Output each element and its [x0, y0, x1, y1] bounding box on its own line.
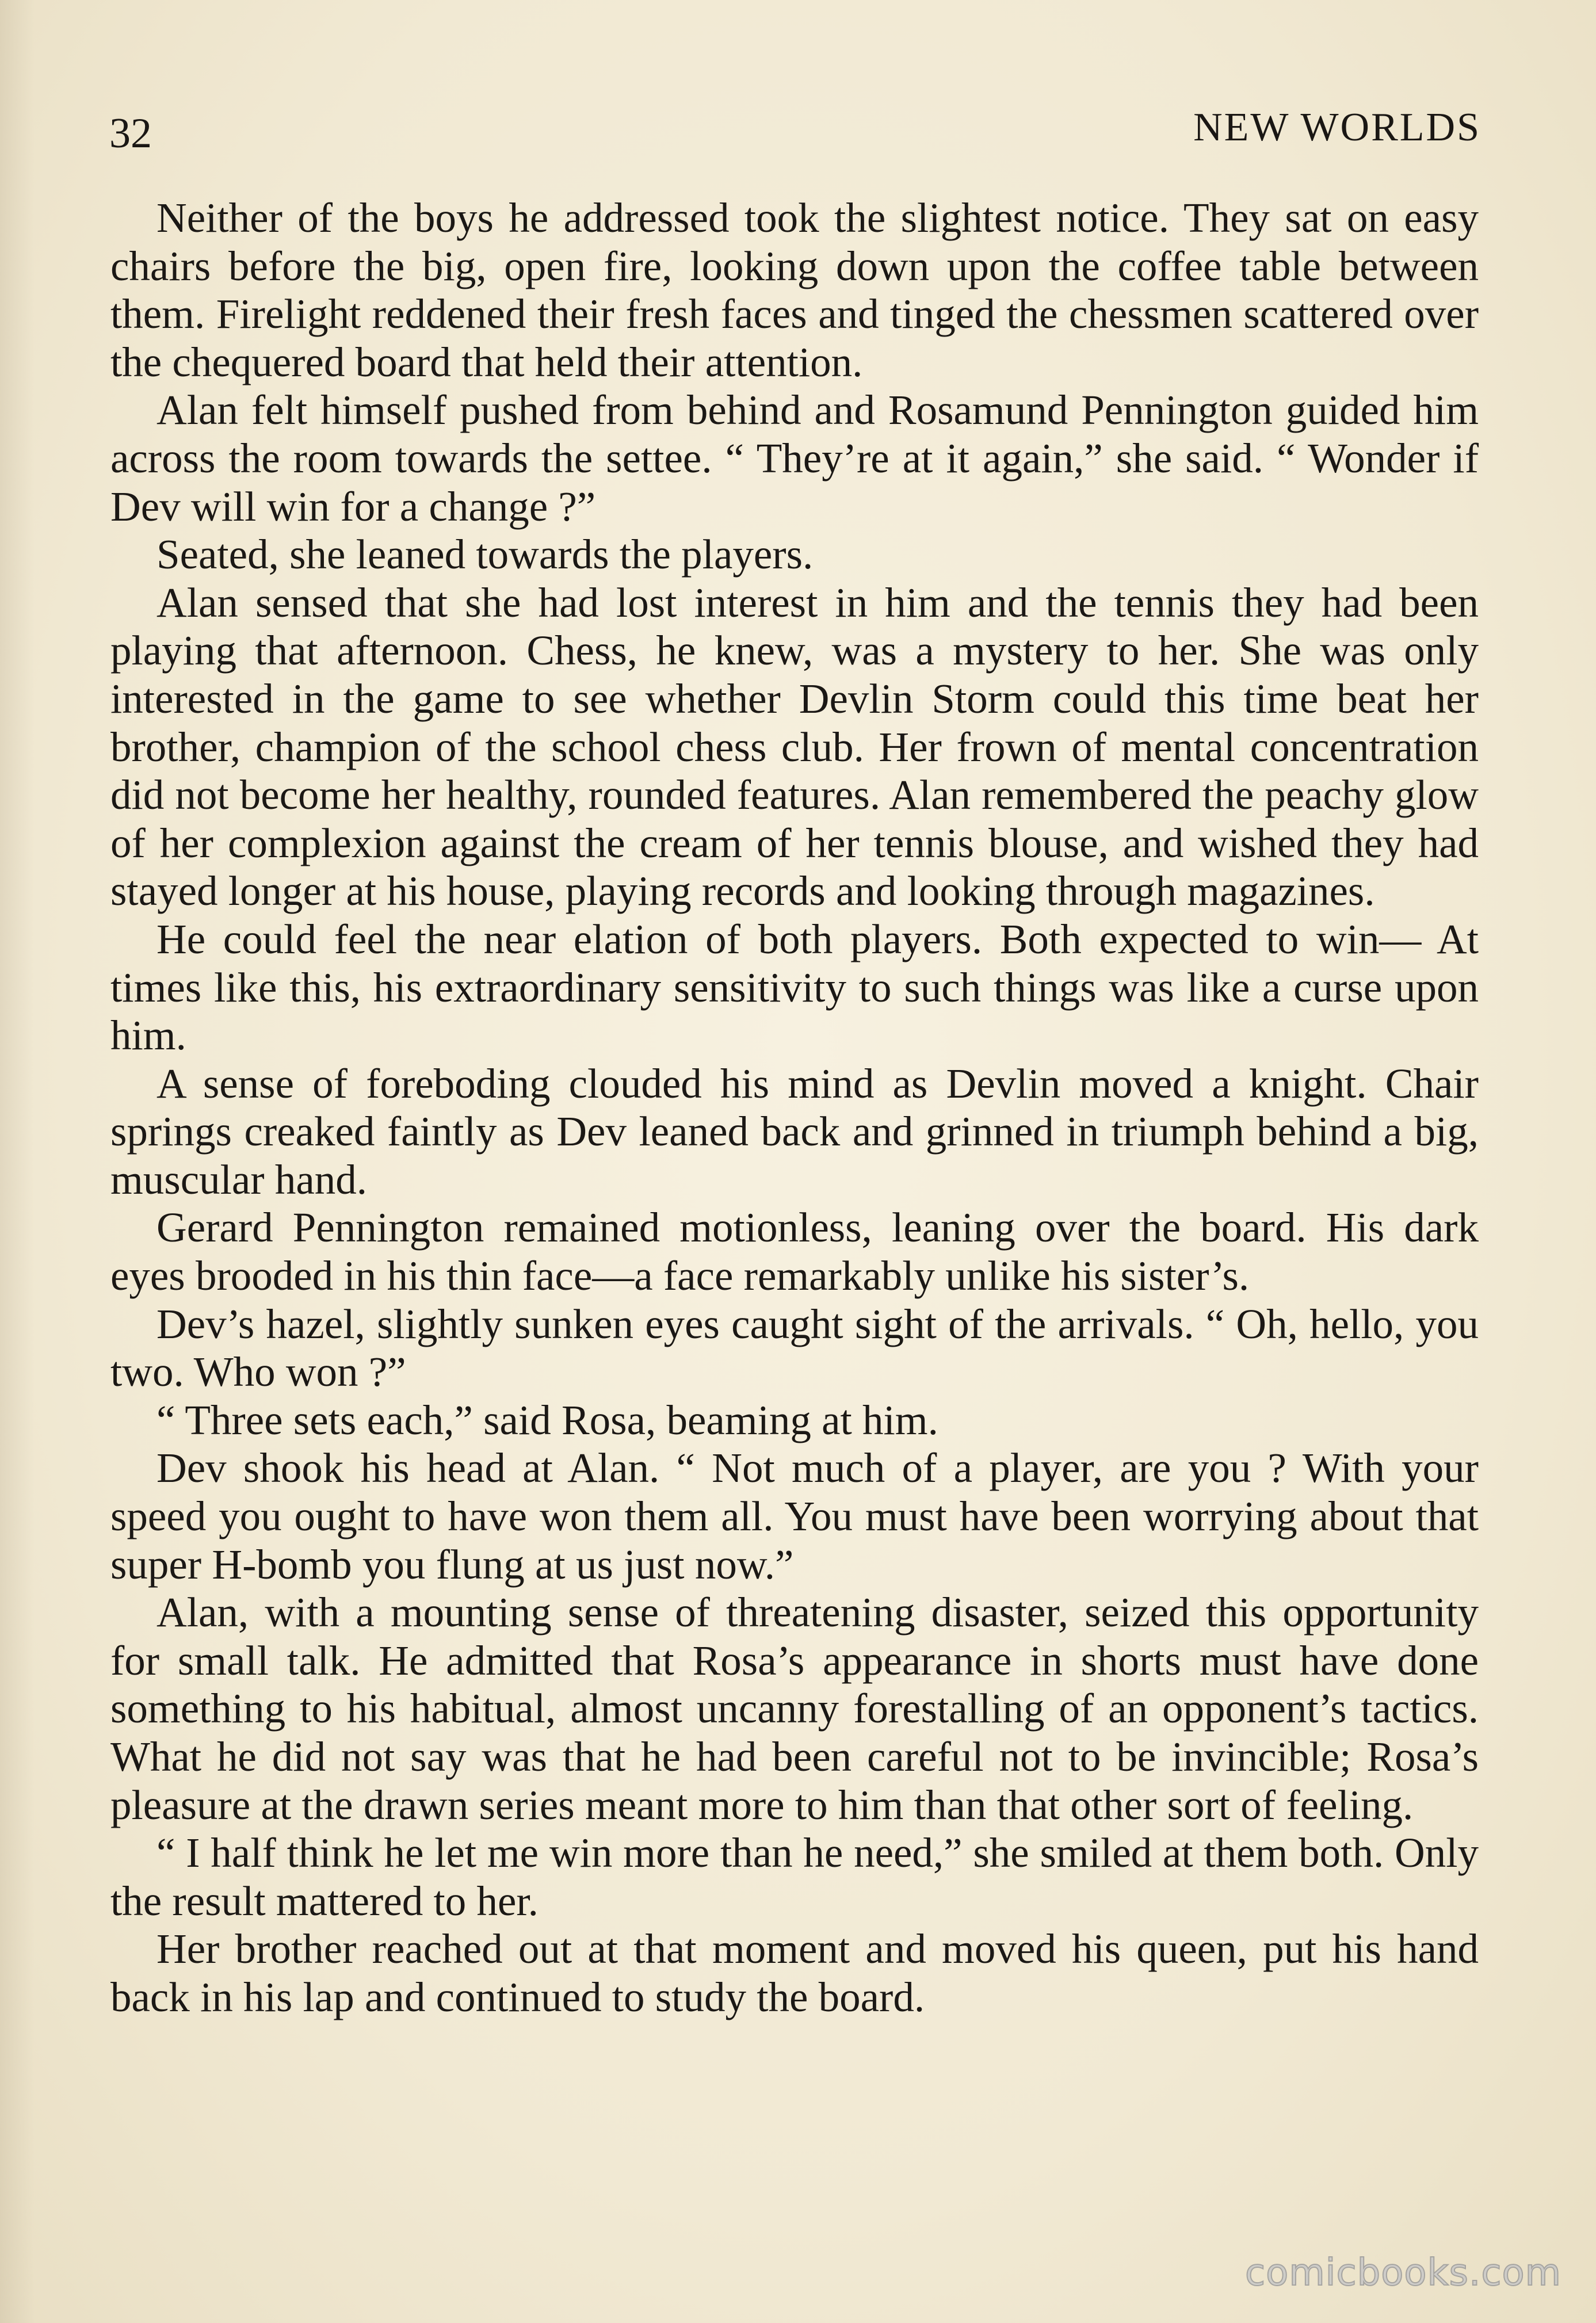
- paragraph: “ Three sets each,” said Rosa, beaming at him.: [156, 1396, 938, 1443]
- paragraph: Gerard Pennington remained motionless, leaning over the board. His dark eyes brooded in his thin face—a face remarkably unlike his sister’s.: [110, 1204, 1479, 1300]
- paragraph: Seated, she leaned towards the players.: [156, 531, 814, 578]
- paragraph: He could feel the near elation of both players. Both expected to win— At times like this, his extraordinary sensitivity to such things was like a curse upon him.: [110, 915, 1479, 1059]
- page-header: [109, 98, 1481, 167]
- watermark: comicbooks.com: [1244, 2252, 1561, 2294]
- paragraph: Alan felt himself pushed from behind and Rosamund Pennington guided him across the room towards the settee. “ They’re at it again,” she said. “ Wonder if Dev will win for a change ?”: [110, 387, 1479, 530]
- page-number: 32: [109, 110, 152, 157]
- paragraph: Her brother reached out at that moment and moved his queen, put his hand back in his lap and continued to study the board.: [110, 1925, 1479, 2020]
- paragraph: Neither of the boys he addressed took the slightest notice. They sat on easy chairs before the big, open fire, looking down upon the coffee table between them. Firelight reddened their fresh faces and tinged the chessmen scattered over the chequered board that held their attention.: [110, 194, 1479, 385]
- paragraph: Alan sensed that she had lost interest in him and the tennis they had been playing that afternoon. Chess, he knew, was a mystery to her. She was only interested in the game to see whether Devlin Storm could this time beat her brother, champion of the school chess club. Her frown of mental concentration did not become her healthy, rounded features. Alan remembered the peachy glow of her complexion against the cream of her tennis blouse, and wished they had stayed longer at his house, playing records and looking through magazines.: [110, 579, 1479, 915]
- paragraph: Dev shook his head at Alan. “ Not much of a player, are you ? With your speed you ought to have won them all. You must have been worrying about that super H-bomb you flung at us just now.”: [110, 1445, 1479, 1588]
- running-head: NEW WORLDS: [1193, 105, 1481, 150]
- body-text: [110, 194, 1479, 2022]
- paragraph: “ I half think he let me win more than he need,” she smiled at them both. Only the result mattered to her.: [110, 1829, 1479, 1924]
- paragraph: A sense of foreboding clouded his mind as Devlin moved a knight. Chair springs creaked faintly as Dev leaned back and grinned in triumph behind a big, muscular hand.: [110, 1060, 1479, 1203]
- paragraph: Alan, with a mounting sense of threatening disaster, seized this opportunity for small talk. He admitted that Rosa’s appearance in shorts must have done something to his habitual, almost uncanny forestalling of an opponent’s tactics. What he did not say was that he had been careful not to be invincible; Rosa’s pleasure at the drawn series meant more to him than that other sort of feeling.: [110, 1589, 1479, 1828]
- paragraph: Dev’s hazel, slightly sunken eyes caught sight of the arrivals. “ Oh, hello, you two. Who won ?”: [110, 1300, 1479, 1396]
- page-gutter-shadow: [0, 0, 35, 2323]
